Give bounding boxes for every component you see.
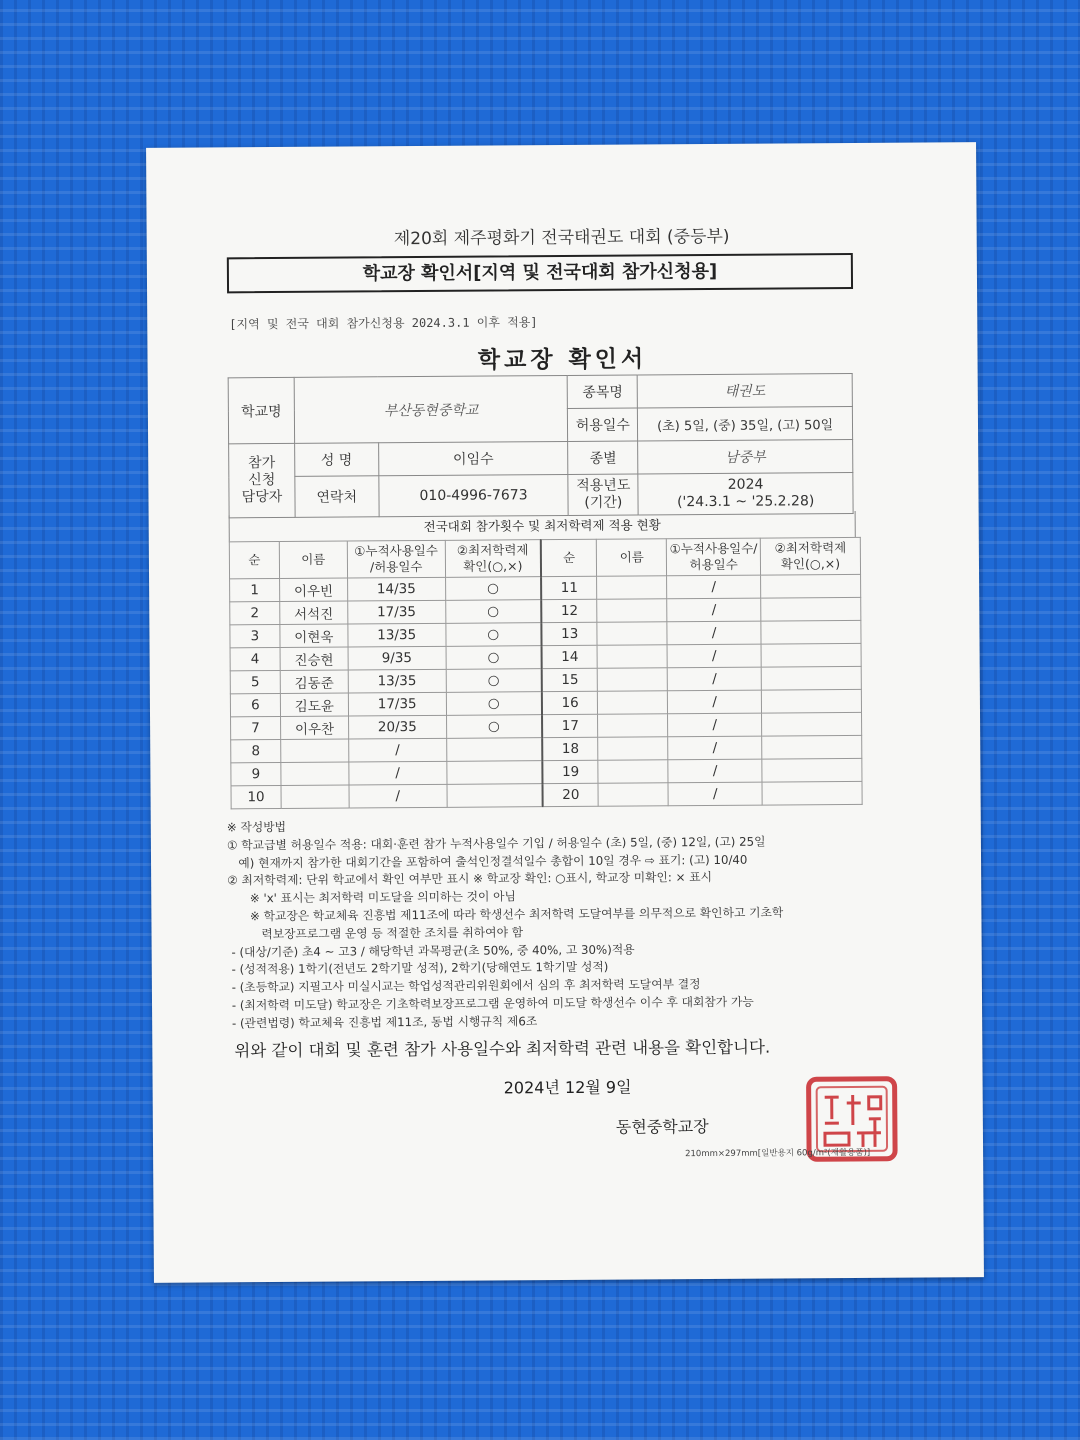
athlete-number: 4 — [230, 647, 280, 670]
athlete-days: 13/35 — [348, 623, 446, 647]
athlete-check — [761, 643, 861, 667]
athlete-number: 3 — [230, 624, 280, 647]
athlete-days: 13/35 — [348, 669, 446, 693]
note-line: - (관련법령) 학교체육 진흥법 제11조, 동법 시행규칙 제6조 — [228, 1013, 538, 1031]
athlete-name — [597, 576, 667, 599]
year-label: 적용년도 (기간) — [568, 474, 638, 515]
applies-note: [지역 및 전국 대회 참가신청용 2024.3.1 이후 적용] — [229, 315, 538, 332]
athlete-name — [281, 762, 349, 785]
athlete-number: 14 — [542, 645, 598, 668]
athlete-name: 김도윤 — [280, 693, 348, 716]
athlete-days: / — [668, 690, 762, 714]
athlete-number: 17 — [542, 714, 598, 737]
athlete-days: / — [668, 782, 762, 806]
school-label: 학교명 — [228, 377, 294, 443]
athlete-days: 17/35 — [348, 692, 446, 716]
note-line: - (대상/기준) 초4 ~ 고3 / 해당학년 과목평균(초 50%, 중 40%, 고 30%)적용 — [227, 942, 635, 959]
athlete-days: / — [349, 761, 447, 785]
athlete-name — [597, 599, 667, 622]
note-line: - (초등학교) 지필고사 미실시교는 학업성적관리위원회에서 심의 후 최저학력 도달여부 결정 — [227, 977, 701, 995]
school-value: 부산동현중학교 — [294, 375, 568, 443]
note-line: ※ 작성방법 — [226, 819, 287, 835]
athlete-check — [761, 666, 861, 690]
header-check: ②최저학력제 확인(○,×) — [760, 537, 860, 575]
instructions-notes — [227, 815, 868, 1033]
athlete-name — [597, 645, 667, 668]
note-line: ※ 'x' 표시는 최저학력 미도달을 의미하는 것이 아님 — [227, 889, 516, 906]
allow-value: (초) 5일, (중) 35일, (고) 50일 — [638, 406, 853, 440]
athlete-check — [761, 689, 861, 713]
note-line: 예) 현재까지 참가한 대회기간을 포함하여 출석인정결석일수 총합이 10일 경우 ⇨ 표기: (고) 10/40 — [226, 852, 748, 870]
athlete-days: / — [349, 784, 447, 808]
event-title: 제20회 제주평화기 전국태권도 대회 (중등부) — [393, 226, 730, 250]
athlete-check: ○ — [446, 715, 542, 739]
athlete-name: 이현욱 — [280, 624, 348, 647]
name-value: 이임수 — [378, 441, 568, 475]
athlete-days: 9/35 — [348, 646, 446, 670]
phone-value: 010-4996-7673 — [379, 474, 569, 516]
principal-signature: 동현중학교장 — [615, 1117, 709, 1137]
athlete-number: 20 — [543, 783, 599, 806]
phone-label: 연락처 — [295, 476, 379, 518]
athlete-days: / — [667, 644, 761, 668]
athlete-number: 8 — [231, 739, 281, 762]
athlete-number: 1 — [230, 578, 280, 601]
document-header-box: 학교장 확인서[지역 및 전국대회 참가신청용] — [227, 253, 853, 293]
athlete-name — [598, 668, 668, 691]
note-line: - (최저학력 미도달) 학교장은 기초학력보장프로그램 운영하여 미도달 학생선수 이수 후 대회참가 가능 — [227, 994, 754, 1013]
year-value: 2024 — [727, 476, 764, 493]
athlete-name — [281, 739, 349, 762]
roster-body — [230, 574, 863, 808]
athlete-days: / — [348, 738, 446, 762]
header-name: 이름 — [279, 541, 347, 578]
athlete-check — [761, 574, 861, 598]
athlete-check — [762, 781, 862, 805]
athlete-number: 2 — [230, 601, 280, 624]
athlete-days: / — [667, 667, 761, 691]
year-cell — [638, 472, 853, 514]
name-label: 성 명 — [295, 443, 379, 477]
athlete-check: ○ — [445, 577, 541, 601]
athlete-number: 9 — [231, 762, 281, 785]
athlete-days: / — [668, 713, 762, 737]
athlete-number: 13 — [541, 622, 597, 645]
table-row — [231, 781, 862, 808]
note-line: 력보장프로그램 운영 등 적절한 조치를 취하여야 함 — [227, 925, 524, 942]
athlete-name — [598, 760, 668, 783]
athlete-name — [598, 737, 668, 760]
athlete-number: 10 — [231, 785, 281, 808]
athlete-days: 14/35 — [347, 577, 445, 601]
athlete-check — [446, 761, 542, 785]
athlete-number: 19 — [542, 760, 598, 783]
status-title: 전국대회 참가횟수 및 최저학력제 적용 현황 — [229, 511, 856, 541]
main-title: 학교장 확인서 — [477, 346, 648, 374]
athlete-check — [762, 758, 862, 782]
header-no: 순 — [229, 541, 279, 578]
athlete-name — [598, 691, 668, 714]
athlete-name: 이우빈 — [279, 578, 347, 601]
athlete-name: 김동준 — [280, 670, 348, 693]
header-check: ②최저학력제 확인(○,×) — [445, 540, 541, 578]
roster-table — [229, 537, 863, 809]
note-line: ② 최저학력제: 단위 학교에서 확인 여부만 표시 ※ 학교장 확인: ○표시, 학교장 미확인: × 표시 — [227, 870, 713, 888]
athlete-check — [762, 712, 862, 736]
athlete-days: / — [667, 598, 761, 622]
athlete-days: / — [668, 736, 762, 760]
athlete-check — [446, 738, 542, 762]
confirmation-statement: 위와 같이 대회 및 훈련 참가 사용일수와 최저학력 관련 내용을 확인합니다. — [234, 1037, 771, 1061]
athlete-name: 진승현 — [280, 647, 348, 670]
note-line: ① 학교급별 허용일수 적용: 대회·훈련 참가 누적사용일수 기입 / 허용일수 (초) 5일, (중) 12일, (고) 25일 — [226, 834, 766, 853]
athlete-check: ○ — [446, 692, 542, 716]
athlete-check — [447, 784, 543, 808]
athlete-number: 18 — [542, 737, 598, 760]
athlete-check: ○ — [446, 623, 542, 647]
contact-group-label: 참가 신청 담당자 — [229, 443, 295, 517]
athlete-name — [598, 714, 668, 737]
athlete-name: 서석진 — [280, 601, 348, 624]
paper-size-note: 210mm×297mm[일반용지 60g/m²(재활용품)] — [685, 1147, 871, 1160]
athlete-name — [597, 622, 667, 645]
athlete-number: 11 — [541, 576, 597, 599]
note-line: ※ 학교장은 학교체육 진흥법 제11조에 따라 학생선수 최저학력 도달여부를 의무적으로 확인하고 기초학 — [227, 905, 784, 924]
athlete-check: ○ — [446, 669, 542, 693]
sport-label: 종목명 — [568, 375, 638, 408]
athlete-check — [762, 735, 862, 759]
header-days: ①누적사용일수 /허용일수 — [347, 540, 445, 578]
athlete-days: 17/35 — [348, 600, 446, 624]
gender-label: 종별 — [568, 441, 638, 474]
athlete-days: / — [667, 575, 761, 599]
athlete-number: 15 — [542, 668, 598, 691]
gender-value: 남중부 — [638, 439, 853, 473]
allow-label: 허용일수 — [568, 408, 638, 441]
athlete-number: 16 — [542, 691, 598, 714]
header-days: ①누적사용일수/ 허용일수 — [667, 538, 761, 576]
athlete-days: / — [668, 759, 762, 783]
athlete-check — [761, 620, 861, 644]
athlete-number: 5 — [230, 670, 280, 693]
certificate-paper — [146, 142, 984, 1283]
year-period: ('24.3.1 ~ '25.2.28) — [677, 493, 815, 511]
athlete-number: 7 — [231, 716, 281, 739]
sport-value: 태권도 — [637, 373, 852, 407]
athlete-days: 20/35 — [348, 715, 446, 739]
issue-date: 2024년 12월 9일 — [503, 1077, 632, 1098]
header-name: 이름 — [597, 539, 667, 576]
athlete-days: / — [667, 621, 761, 645]
athlete-check: ○ — [445, 600, 541, 624]
athlete-name — [598, 783, 668, 806]
athlete-check: ○ — [446, 646, 542, 670]
athlete-name — [281, 785, 349, 808]
athlete-number: 12 — [541, 599, 597, 622]
info-table — [228, 373, 854, 518]
header-no: 순 — [541, 539, 597, 576]
note-line: - (성적적용) 1학기(전년도 2학기말 성적), 2학기(당해연도 1학기말 성적) — [227, 960, 609, 977]
athlete-name: 이우찬 — [280, 716, 348, 739]
athlete-number: 6 — [230, 693, 280, 716]
athlete-check — [761, 597, 861, 621]
